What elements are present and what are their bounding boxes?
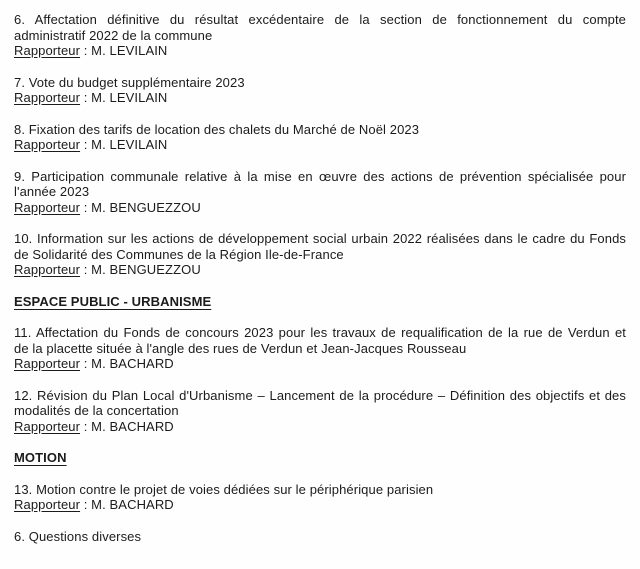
rapporteur-line bbox=[14, 419, 626, 435]
agenda-item-8 bbox=[14, 122, 626, 153]
agenda-item-9 bbox=[14, 169, 626, 216]
item-text-line: 6. Affectation définitive du résultat excédentaire de la section de fonctionnement du compte bbox=[14, 12, 626, 27]
rapporteur-label: Rapporteur bbox=[14, 137, 81, 152]
rapporteur-line bbox=[14, 262, 626, 278]
rapporteur-name: : M. BACHARD bbox=[80, 418, 174, 434]
rapporteur-label: Rapporteur bbox=[14, 497, 81, 512]
item-text-line: de la placette située à l'angle des rues de Verdun et Jean-Jacques Rousseau bbox=[14, 340, 467, 356]
section-heading-motion: MOTION bbox=[14, 450, 67, 465]
rapporteur-label: Rapporteur bbox=[14, 90, 81, 105]
item-text-line: 10. Information sur les actions de développement social urbain 2022 réalisées dans le cadre du Fonds bbox=[14, 231, 626, 246]
rapporteur-name: : M. BENGUEZZOU bbox=[80, 199, 201, 215]
rapporteur-name: : M. BACHARD bbox=[80, 356, 174, 371]
item-text-line: 8. Fixation des tarifs de location des chalets du Marché de Noël 2023 bbox=[14, 121, 420, 137]
agenda-item-12 bbox=[14, 388, 626, 435]
rapporteur-label: Rapporteur bbox=[14, 356, 81, 371]
rapporteur-name: : M. LEVILAIN bbox=[80, 90, 168, 105]
item-text-line: 11. Affectation du Fonds de concours 2023 pour les travaux de requalification de la rue de Verdun et bbox=[14, 325, 626, 340]
rapporteur-name: : M. LEVILAIN bbox=[80, 43, 168, 58]
rapporteur-label: Rapporteur bbox=[14, 418, 81, 434]
agenda-item-13 bbox=[14, 482, 626, 513]
rapporteur-line bbox=[14, 137, 626, 153]
agenda-item-7 bbox=[14, 75, 626, 106]
item-text-line: administratif 2022 de la commune bbox=[14, 27, 213, 43]
rapporteur-name: : M. LEVILAIN bbox=[80, 137, 168, 152]
item-text-line: 13. Motion contre le projet de voies dédiées sur le périphérique parisien bbox=[14, 481, 434, 497]
item-text-line: 6. Questions diverses bbox=[14, 528, 142, 544]
agenda-item-6 bbox=[14, 12, 626, 59]
item-text-line: modalités de la concertation bbox=[14, 403, 179, 418]
questions-diverses-line bbox=[14, 529, 626, 545]
item-text-line: 9. Participation communale relative à la mise en œuvre des actions de prévention spécialisée pour bbox=[14, 168, 626, 184]
rapporteur-label: Rapporteur bbox=[14, 262, 81, 277]
agenda-item-11 bbox=[14, 325, 626, 372]
item-text-line: 12. Révision du Plan Local d'Urbanisme – Lancement de la procédure – Définition des objectifs et des bbox=[14, 387, 626, 403]
rapporteur-line bbox=[14, 497, 626, 513]
rapporteur-line bbox=[14, 200, 626, 216]
rapporteur-name: : M. BACHARD bbox=[80, 497, 174, 512]
rapporteur-line bbox=[14, 356, 626, 372]
agenda-item-10 bbox=[14, 231, 626, 278]
rapporteur-label: Rapporteur bbox=[14, 199, 81, 215]
item-text-line: de Solidarité des Communes de la Région Ile-de-France bbox=[14, 246, 344, 262]
item-text-line: 7. Vote du budget supplémentaire 2023 bbox=[14, 74, 245, 90]
rapporteur-label: Rapporteur bbox=[14, 43, 81, 58]
rapporteur-name: : M. BENGUEZZOU bbox=[80, 262, 201, 277]
item-text-line: l'année 2023 bbox=[14, 184, 90, 199]
rapporteur-line bbox=[14, 90, 626, 106]
rapporteur-line bbox=[14, 43, 626, 59]
section-heading-espace-public-urbanisme: ESPACE PUBLIC - URBANISME bbox=[14, 293, 212, 309]
